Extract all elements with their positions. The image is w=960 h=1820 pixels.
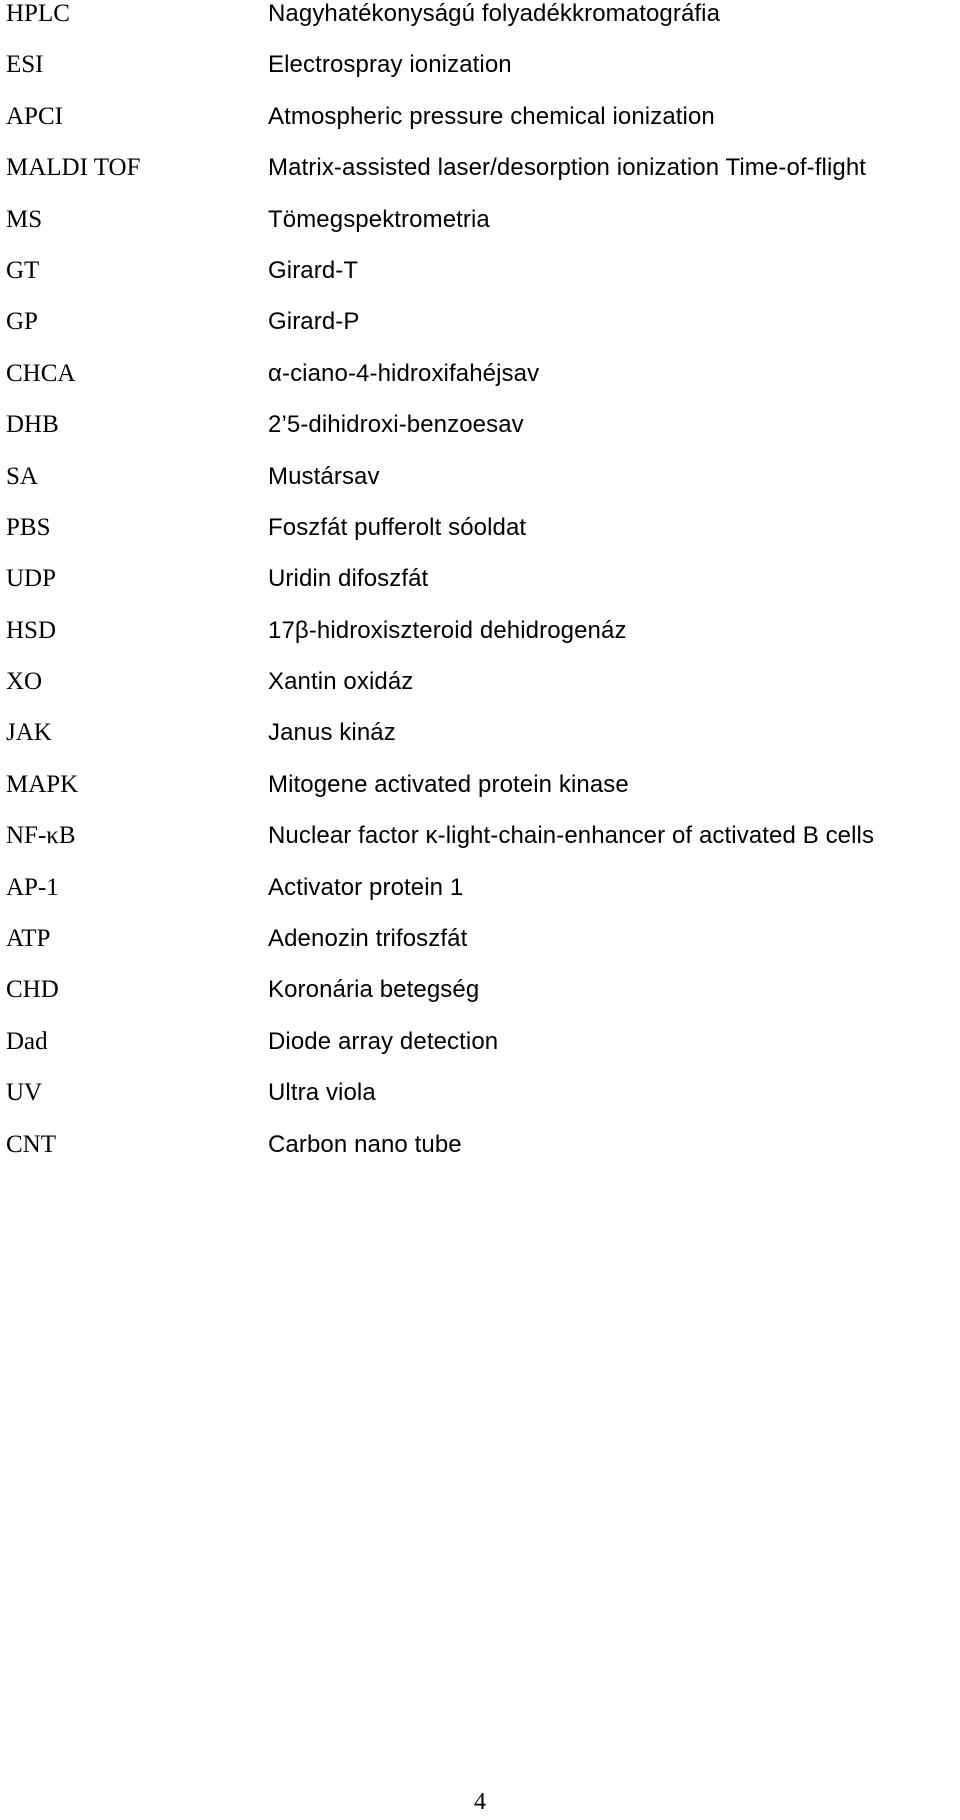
abbreviation-term: HSD [6, 616, 57, 644]
abbreviation-definition: Girard-T [268, 256, 359, 284]
abbreviation-row [6, 822, 956, 873]
abbreviation-term: UV [6, 1079, 43, 1107]
abbreviation-definition: Activator protein 1 [268, 873, 464, 901]
abbreviation-term: XO [6, 668, 43, 696]
abbreviation-term: JAK [6, 719, 52, 747]
abbreviation-term: PBS [6, 513, 51, 541]
abbreviation-row [6, 257, 956, 308]
abbreviation-term: ESI [6, 51, 44, 79]
abbreviation-row [6, 565, 956, 616]
abbreviation-row [6, 0, 956, 51]
abbreviation-term: UDP [6, 565, 57, 593]
abbreviation-row [6, 103, 956, 154]
abbreviation-term: NF-κB [6, 822, 76, 850]
abbreviation-definition: Diode array detection [268, 1027, 499, 1055]
abbreviation-definition: Girard-P [268, 308, 360, 336]
page-number: 4 [474, 1789, 486, 1815]
abbreviation-definition: Tömegspektrometria [268, 205, 490, 233]
abbreviation-definition: Mitogene activated protein kinase [268, 770, 629, 798]
abbreviation-term: APCI [6, 102, 63, 130]
abbreviation-definition: Ultra viola [268, 1079, 376, 1107]
abbreviation-row [6, 51, 956, 102]
abbreviation-term: CHD [6, 976, 59, 1004]
abbreviation-row [6, 1028, 956, 1079]
abbreviation-definition: Atmospheric pressure chemical ionization [268, 102, 715, 130]
abbreviation-term: MALDI TOF [6, 154, 141, 182]
abbreviation-term: CHCA [6, 359, 76, 387]
abbreviation-list [6, 0, 956, 1182]
abbreviation-definition: Uridin difoszfát [268, 565, 429, 593]
abbreviation-row [6, 360, 956, 411]
abbreviation-term: CNT [6, 1130, 56, 1158]
abbreviation-row [6, 154, 956, 205]
abbreviation-definition: 2’5-dihidroxi-benzoesav [268, 411, 524, 439]
abbreviation-definition: Nagyhatékonyságú folyadékkromatográfia [268, 0, 721, 27]
abbreviation-definition: Koronária betegség [268, 976, 480, 1004]
abbreviation-definition: 17β-hidroxiszteroid dehidrogenáz [268, 616, 627, 644]
abbreviation-term: GT [6, 256, 40, 284]
abbreviation-definition: Carbon nano tube [268, 1130, 462, 1158]
abbreviation-term: DHB [6, 411, 59, 439]
abbreviation-row [6, 771, 956, 822]
abbreviation-definition: Mustársav [268, 462, 380, 490]
abbreviation-term: MAPK [6, 770, 79, 798]
abbreviation-row [6, 617, 956, 668]
abbreviation-row [6, 719, 956, 770]
abbreviation-row [6, 976, 956, 1027]
abbreviation-term: GP [6, 308, 38, 336]
abbreviation-row [6, 411, 956, 462]
abbreviation-definition: Matrix-assisted laser/desorption ionization Time-of-flight [268, 154, 867, 182]
abbreviation-row [6, 874, 956, 925]
abbreviation-definition: Xantin oxidáz [268, 668, 414, 696]
abbreviation-term: HPLC [6, 0, 70, 27]
abbreviation-row [6, 308, 956, 359]
abbreviation-term: AP-1 [6, 873, 59, 901]
abbreviation-row [6, 668, 956, 719]
abbreviation-term: MS [6, 205, 43, 233]
abbreviation-definition: Adenozin trifoszfát [268, 925, 468, 953]
abbreviation-term: SA [6, 462, 38, 490]
abbreviation-row [6, 463, 956, 514]
abbreviation-row [6, 206, 956, 257]
abbreviation-row [6, 1131, 956, 1182]
abbreviation-row [6, 1079, 956, 1130]
abbreviation-definition: Nuclear factor κ-light-chain-enhancer of activated B cells [268, 822, 875, 850]
abbreviation-definition: Janus kináz [268, 719, 396, 747]
abbreviation-definition: Electrospray ionization [268, 51, 512, 79]
abbreviation-definition: Foszfát pufferolt sóoldat [268, 513, 527, 541]
abbreviation-row [6, 514, 956, 565]
abbreviation-term: ATP [6, 925, 51, 953]
abbreviation-row [6, 925, 956, 976]
abbreviation-term: Dad [6, 1027, 48, 1055]
abbreviation-definition: α-ciano-4-hidroxifahéjsav [268, 359, 540, 387]
